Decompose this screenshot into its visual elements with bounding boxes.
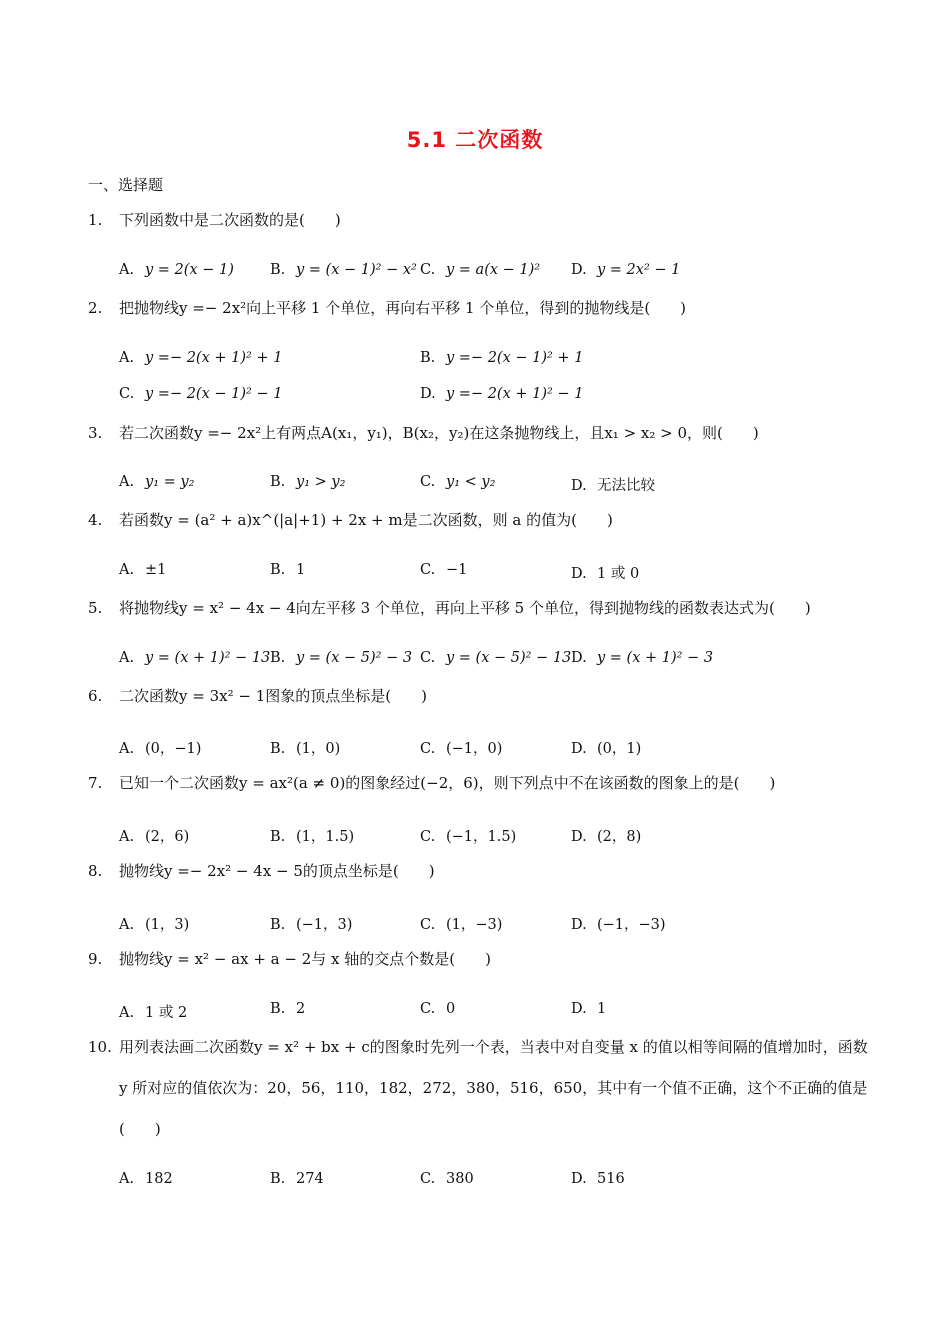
question-text: 下列函数中是二次函数的是( ) [119,211,341,229]
option-label: B. [270,917,286,933]
option-label: C. [119,386,135,402]
question-number: 6. [88,687,103,705]
option-text: (1，0) [296,741,341,757]
option-text: (−1，3) [296,917,353,933]
option-label: C. [420,562,436,578]
option-label: D. [571,829,587,845]
option-label: B. [270,829,286,845]
option-c[interactable] [420,1171,474,1187]
option-label: C. [420,474,436,490]
option-d[interactable] [571,825,641,846]
option-text: y =− 2(x + 1)² − 1 [446,386,584,402]
option-label: D. [571,566,587,582]
option-a[interactable] [119,737,201,758]
option-label: A. [119,650,135,666]
option-label: D. [571,917,587,933]
option-a[interactable] [119,1001,187,1022]
question-text: 已知一个二次函数y = ax²(a ≠ 0)的图象经过(−2，6)，则下列点中不在该函数的图象上的是( ) [119,774,776,792]
option-text: 0 [446,1001,456,1017]
option-label: D. [571,1171,587,1187]
option-d[interactable] [571,913,666,934]
option-label: C. [420,1171,436,1187]
option-text: y =− 2(x − 1)² + 1 [446,350,584,366]
option-b[interactable] [270,913,352,934]
option-label: A. [119,562,135,578]
option-label: D. [571,262,587,278]
option-text: (1，−3) [446,917,503,933]
option-label: D. [571,650,587,666]
option-text: (2，8) [597,829,642,845]
option-text: y =− 2(x + 1)² + 1 [145,350,283,366]
question-text: 把抛物线y =− 2x²向上平移 1 个单位，再向右平移 1 个单位，得到的抛物线是( ) [119,299,687,317]
option-text: (−1，1.5) [446,829,517,845]
option-label: D. [420,386,436,402]
option-c[interactable] [420,913,502,934]
option-label: C. [420,262,436,278]
option-d[interactable] [420,386,583,402]
option-d[interactable] [571,562,639,583]
question-9 [88,949,868,969]
page-title: 5.1 二次函数 [406,128,544,152]
option-label: A. [119,262,135,278]
option-label: B. [270,262,286,278]
option-text: y₁ > y₂ [296,474,346,490]
option-b[interactable] [420,350,583,366]
option-text: y₁ = y₂ [145,474,195,490]
option-a[interactable] [119,1171,173,1187]
option-text: y = (x − 5)² − 3 [296,650,413,666]
question-number: 4. [88,511,103,529]
question-4 [88,510,868,530]
option-b[interactable] [270,825,354,846]
option-text: (0，−1) [145,741,202,757]
option-text: 1 [296,562,306,578]
option-text: y = 2(x − 1) [145,262,234,278]
question-10 [88,1037,868,1150]
option-text: 无法比较 [597,478,655,494]
option-text: y = a(x − 1)² [446,262,541,278]
option-d[interactable] [571,650,713,666]
question-8 [88,861,868,881]
question-number: 8. [88,862,103,880]
option-text: (1，1.5) [296,829,355,845]
option-label: C. [420,829,436,845]
option-label: A. [119,1171,135,1187]
option-b[interactable] [270,474,345,490]
option-a[interactable] [119,825,189,846]
option-a[interactable] [119,913,189,934]
question-7 [88,773,868,793]
option-label: B. [270,1171,286,1187]
option-text: 182 [145,1171,173,1187]
question-6 [88,686,868,706]
option-b[interactable] [270,1171,324,1187]
option-label: A. [119,474,135,490]
option-text: (−1，−3) [597,917,666,933]
option-text: y = (x − 1)² − x² [296,262,417,278]
option-label: B. [270,650,286,666]
option-c[interactable] [420,650,571,666]
option-text: y = 2x² − 1 [597,262,681,278]
question-number: 10. [88,1038,112,1056]
option-text: y = (x − 5)² − 13 [446,650,572,666]
option-label: C. [420,917,436,933]
option-label: D. [571,1001,587,1017]
option-d[interactable] [571,474,655,495]
option-text: 516 [597,1171,625,1187]
option-a[interactable] [119,350,282,366]
option-c[interactable] [420,474,495,490]
question-text: 抛物线y = x² − ax + a − 2与 x 轴的交点个数是( ) [119,950,491,968]
option-b[interactable] [270,1001,305,1017]
option-label: A. [119,350,135,366]
question-2 [88,298,868,318]
option-d[interactable] [571,1171,625,1187]
option-label: A. [119,829,135,845]
option-text: y₁ < y₂ [446,474,496,490]
option-label: C. [420,650,436,666]
option-d[interactable] [571,737,641,758]
option-c[interactable] [420,825,516,846]
option-c[interactable] [119,386,282,402]
question-text: 用列表法画二次函数y = x² + bx + c的图象时先列一个表，当表中对自变量 x 的值以相等间隔的值增加时，函数 y 所对应的值依次为：20，56，110，182，272，380，516，650，其中有一个值不正确，这个不正确的值是( ) [119,1038,868,1138]
question-number: 5. [88,599,103,617]
option-c[interactable] [420,562,467,578]
option-text: (1，3) [145,917,190,933]
option-label: B. [270,474,286,490]
question-number: 2. [88,299,103,317]
question-3 [88,423,868,443]
option-c[interactable] [420,262,540,278]
option-text: 1 或 0 [597,566,640,582]
option-text: (−1，0) [446,741,503,757]
option-b[interactable] [270,650,412,666]
question-text: 二次函数y = 3x² − 1图象的顶点坐标是( ) [119,687,427,705]
option-label: A. [119,917,135,933]
question-text: 将抛物线y = x² − 4x − 4向左平移 3 个单位，再向上平移 5 个单位，得到抛物线的函数表达式为( ) [119,599,811,617]
option-label: B. [270,741,286,757]
option-label: B. [270,562,286,578]
option-text: 2 [296,1001,306,1017]
option-text: 380 [446,1171,474,1187]
option-text: y = (x + 1)² − 13 [145,650,271,666]
option-label: B. [270,1001,286,1017]
option-text: 1 [597,1001,607,1017]
option-b[interactable] [270,562,305,578]
question-5 [88,598,868,618]
question-1 [88,210,868,230]
option-text: 274 [296,1171,324,1187]
option-label: B. [420,350,436,366]
option-c[interactable] [420,737,502,758]
option-label: D. [571,478,587,494]
option-text: y = (x + 1)² − 3 [597,650,714,666]
option-text: 1 或 2 [145,1005,188,1021]
option-text: −1 [446,562,468,578]
question-text: 若函数y = (a² + a)x^(|a|+1) + 2x + m是二次函数，则 a 的值为( ) [119,511,613,529]
option-a[interactable] [119,474,194,490]
option-a[interactable] [119,562,166,578]
option-label: C. [420,1001,436,1017]
option-text: ±1 [145,562,167,578]
option-a[interactable] [119,262,234,278]
option-b[interactable] [270,262,417,278]
question-number: 3. [88,424,103,442]
option-label: A. [119,1005,135,1021]
option-c[interactable] [420,1001,455,1017]
option-a[interactable] [119,650,270,666]
option-label: D. [571,741,587,757]
option-text: (0，1) [597,741,642,757]
option-label: A. [119,741,135,757]
section-heading: 一、选择题 [88,176,164,194]
option-d[interactable] [571,1001,606,1017]
question-text: 抛物线y =− 2x² − 4x − 5的顶点坐标是( ) [119,862,435,880]
option-text: y =− 2(x − 1)² − 1 [145,386,283,402]
question-number: 9. [88,950,103,968]
question-number: 7. [88,774,103,792]
option-b[interactable] [270,737,340,758]
option-label: C. [420,741,436,757]
option-d[interactable] [571,262,680,278]
question-number: 1. [88,211,103,229]
option-text: (2，6) [145,829,190,845]
question-text: 若二次函数y =− 2x²上有两点A(x₁，y₁)，B(x₂，y₂)在这条抛物线上，且x₁ > x₂ > 0，则( ) [119,424,759,442]
